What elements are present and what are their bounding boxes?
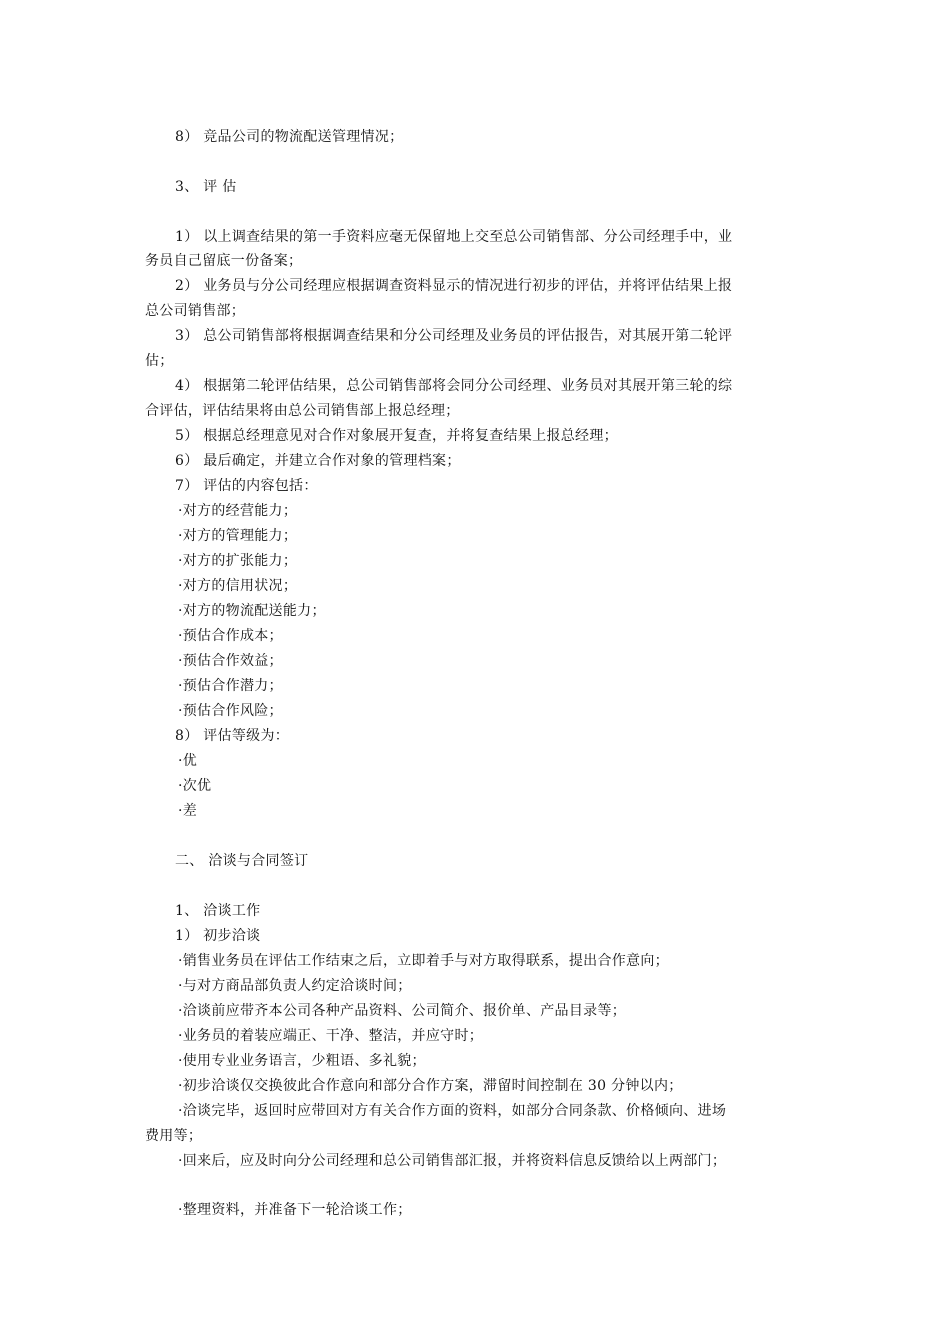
section-heading: 二、 洽谈与合同签订 — [175, 853, 309, 869]
list-item: ·与对方商品部负责人约定洽谈时间； — [178, 978, 412, 994]
subsection-heading: 1、 洽谈工作 — [175, 903, 261, 919]
text-line: 总公司销售部； — [145, 303, 246, 319]
list-item: ·初步洽谈仅交换彼此合作意向和部分合作方案，滞留时间控制在 30 分钟以内； — [178, 1078, 683, 1094]
list-item: ·整理资料，并准备下一轮洽谈工作； — [178, 1202, 412, 1218]
list-item: ·对方的扩张能力； — [178, 553, 298, 569]
text-line: 7） 评估的内容包括： — [175, 478, 318, 494]
list-item: ·差 — [178, 803, 198, 819]
list-item: ·业务员的着装应端正、干净、整洁，并应守时； — [178, 1028, 484, 1044]
text-line: 合评估，评估结果将由总公司销售部上报总经理； — [145, 403, 460, 419]
text-line: 务员自己留底一份备案； — [145, 253, 303, 269]
text-line: 4） 根据第二轮评估结果，总公司销售部将会同分公司经理、业务员对其展开第三轮的综 — [175, 378, 733, 394]
text-line: 3） 总公司销售部将根据调查结果和分公司经理及业务员的评估报告，对其展开第二轮评 — [175, 328, 733, 344]
list-item: ·对方的经营能力； — [178, 503, 298, 519]
list-item: ·优 — [178, 753, 198, 769]
text-line: 8） 评估等级为： — [175, 728, 290, 744]
list-item: ·销售业务员在评估工作结束之后，立即着手与对方取得联系，提出合作意向； — [178, 953, 669, 969]
list-item: ·预估合作成本； — [178, 628, 283, 644]
list-item: ·对方的管理能力； — [178, 528, 298, 544]
text-line: 估； — [145, 353, 174, 369]
section-heading: 3、 评 估 — [175, 179, 237, 195]
list-item: ·洽谈完毕，返回时应带回对方有关合作方面的资料，如部分合同条款、价格倾向、进场 — [178, 1103, 727, 1119]
list-item: ·次优 — [178, 778, 212, 794]
text-line: 2） 业务员与分公司经理应根据调查资料显示的情况进行初步的评估，并将评估结果上报 — [175, 278, 733, 294]
list-item: ·回来后，应及时向分公司经理和总公司销售部汇报，并将资料信息反馈给以上两部门； — [178, 1153, 727, 1169]
list-item: ·预估合作风险； — [178, 703, 283, 719]
list-item: ·使用专业业务语言，少粗语、多礼貌； — [178, 1053, 426, 1069]
list-item: ·洽谈前应带齐本公司各种产品资料、公司简介、报价单、产品目录等； — [178, 1003, 627, 1019]
text-line: 6） 最后确定，并建立合作对象的管理档案； — [175, 453, 461, 469]
text-line: 8） 竞品公司的物流配送管理情况； — [175, 129, 404, 145]
list-item: ·对方的物流配送能力； — [178, 603, 326, 619]
text-line: 5） 根据总经理意见对合作对象展开复查，并将复查结果上报总经理； — [175, 428, 618, 444]
text-line: 1） 初步洽谈 — [175, 928, 261, 944]
list-item: ·对方的信用状况； — [178, 578, 298, 594]
list-item: ·预估合作潜力； — [178, 678, 283, 694]
text-line: 费用等； — [145, 1128, 203, 1144]
list-item: ·预估合作效益； — [178, 653, 283, 669]
text-line: 1） 以上调查结果的第一手资料应毫无保留地上交至总公司销售部、分公司经理手中，业 — [175, 229, 733, 245]
